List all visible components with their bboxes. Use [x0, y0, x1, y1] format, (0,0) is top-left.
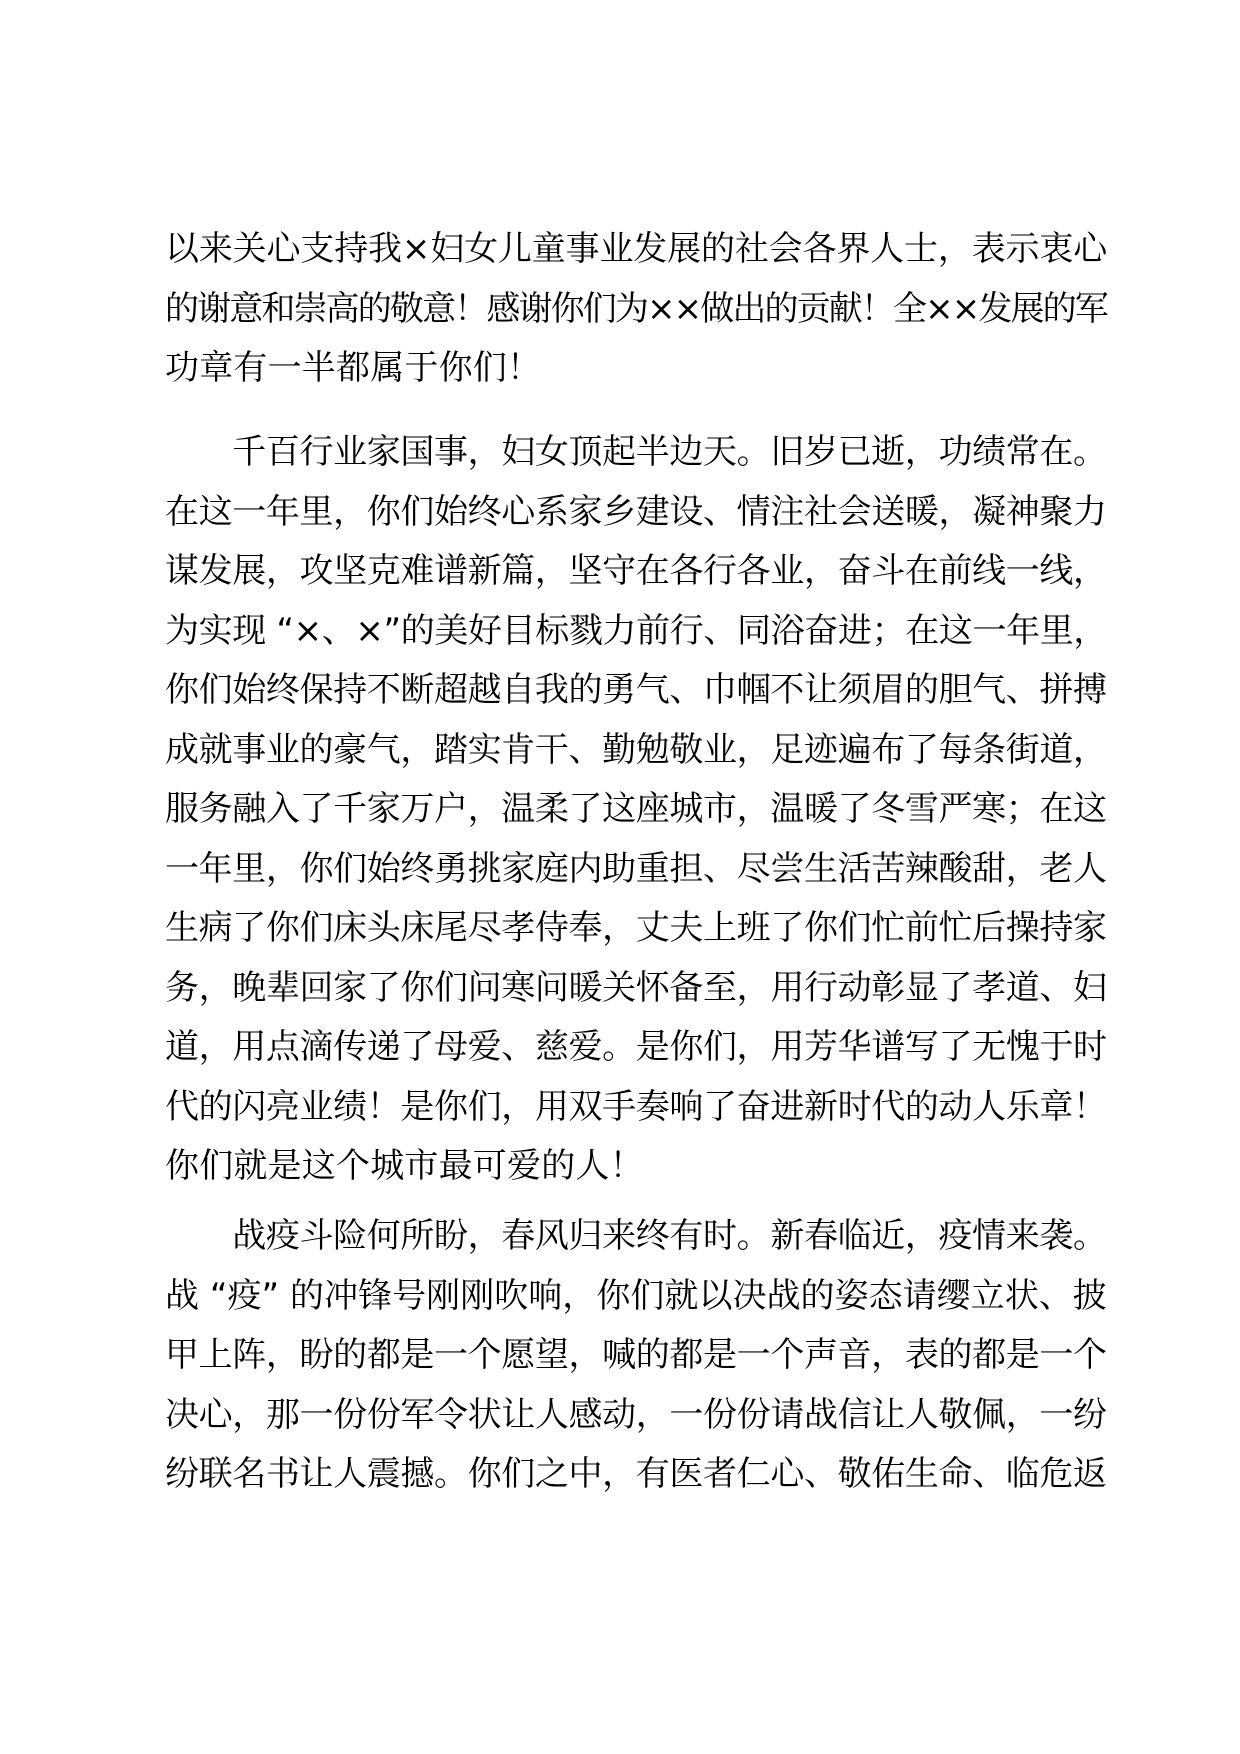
paragraph-line: 代的闪亮业绩！是你们，用双手奏响了奋进新时代的动人乐章！ [165, 1086, 1107, 1127]
paragraph-line: 功章有一半都属于你们！ [165, 348, 542, 388]
paragraph-line: 的谢意和崇高的敬意！感谢你们为××做出的贡献！全××发展的军 [165, 288, 1107, 329]
paragraph-line: 为实现 “×、×”的美好目标戮力前行、同浴奋进；在这一年里， [165, 610, 1108, 651]
paragraph-line: 千百行业家国事，妇女顶起半边天。旧岁已逝，功绩常在。 [165, 432, 1107, 472]
paragraph-line: 纷联名书让人震撼。你们之中，有医者仁心、敬佑生命、临危返 [165, 1454, 1107, 1494]
paragraph-line: 以来关心支持我×妇女儿童事业发展的社会各界人士，表示衷心 [165, 229, 1108, 269]
paragraph-line: 生病了你们床头床尾尽孝侍奉，丈夫上班了你们忙前忙后操持家 [165, 908, 1107, 948]
paragraph-line: 一年里，你们始终勇挑家庭内助重担、尽尝生活苦辣酸甜，老人 [165, 848, 1107, 889]
paragraph-line: 谋发展，攻坚克难谱新篇，坚守在各行各业，奋斗在前线一线， [165, 551, 1107, 591]
paragraph-2 [165, 423, 1107, 1197]
paragraph-line: 战疫斗险何所盼，春风归来终有时。新春临近，疫情来袭。 [165, 1216, 1107, 1256]
paragraph-line: 服务融入了千家万户，温柔了这座城市，温暖了冬雪严寒；在这 [165, 789, 1107, 829]
paragraph-line: 决心，那一份份军令状让人感动，一份份请战信让人敬佩，一纷 [165, 1394, 1107, 1435]
paragraph-line: 甲上阵，盼的都是一个愿望，喊的都是一个声音，表的都是一个 [165, 1335, 1107, 1375]
paragraph-line: 在这一年里，你们始终心系家乡建设、情注社会送暖，凝神聚力 [165, 491, 1107, 532]
paragraph-line: 你们始终保持不断超越自我的勇气、巾帼不让须眉的胆气、拼搏 [165, 670, 1107, 710]
paragraph-1 [165, 220, 1107, 399]
paragraph-line: 战 “疫” 的冲锋号刚刚吹响，你们就以决战的姿态请缨立状、披 [165, 1275, 1107, 1316]
paragraph-line: 你们就是这个城市最可爱的人！ [165, 1146, 644, 1186]
paragraph-line: 道，用点滴传递了母爱、慈爱。是你们，用芳华谱写了无愧于时 [165, 1027, 1107, 1067]
paragraph-line: 成就事业的豪气，踏实肯干、勤勉敬业，足迹遍布了每条街道， [165, 729, 1107, 770]
paragraph-3 [165, 1207, 1107, 1505]
paragraph-line: 务，晚辈回家了你们问寒问暖关怀备至，用行动彰显了孝道、妇 [165, 967, 1107, 1008]
